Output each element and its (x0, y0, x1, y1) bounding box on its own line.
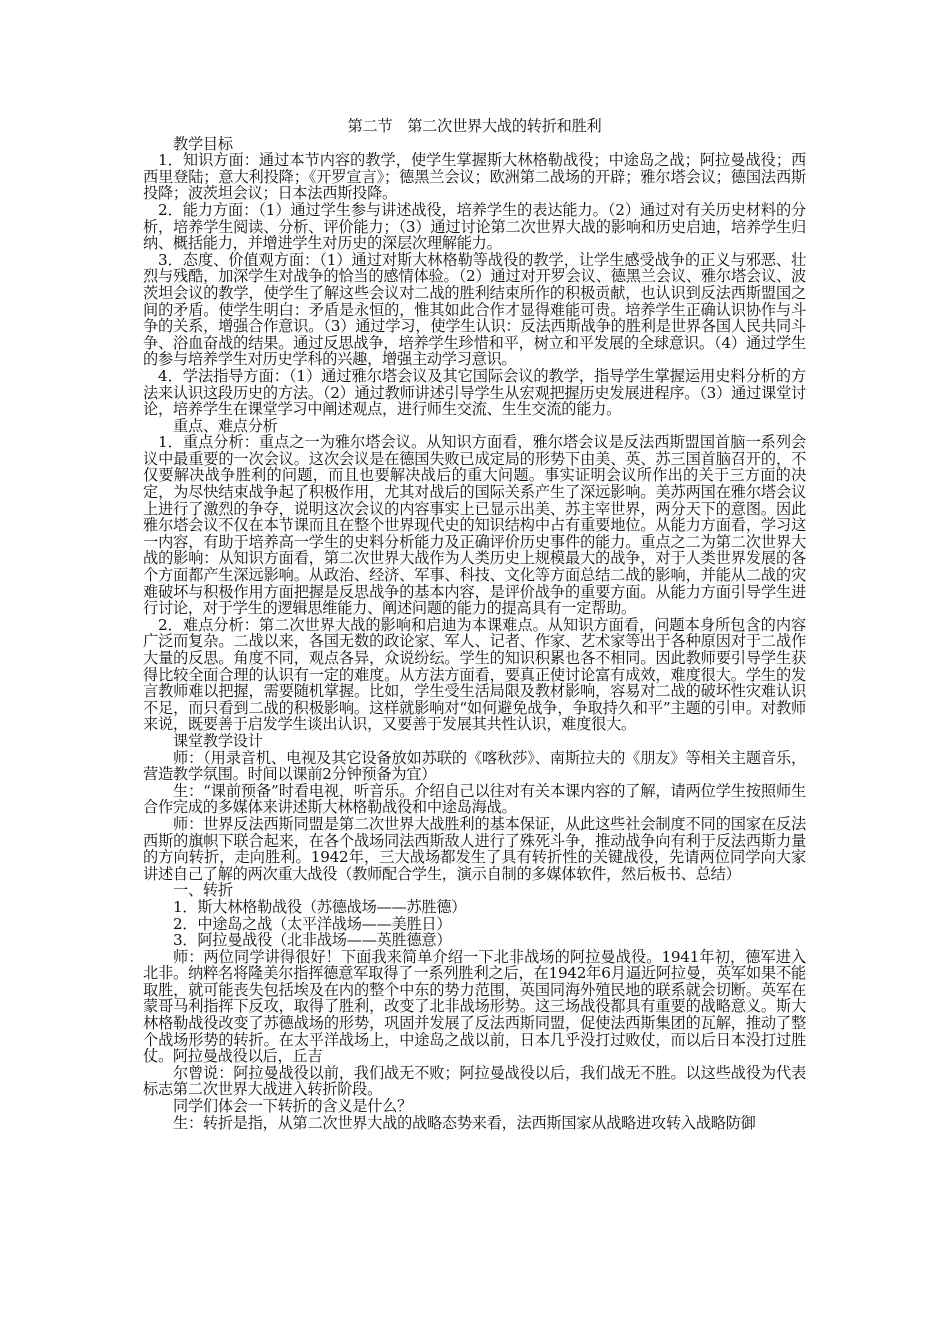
paragraph: 师：两位同学讲得很好！下面我来简单介绍一下北非战场的阿拉曼战役。1941年初，德军进入北非。纳粹名将隆美尔指挥德意军取得了一系列胜利之后，在1942年6月逼近阿拉曼，英军如果不能取胜，就可能丧失包括埃及在内的整个中东的势力范围，英国同海外殖民地的联系就会切断。英军在蒙哥马利指挥下反攻，取得了胜利，改变了北非战场形势。这三场战役都具有重要的战略意义。斯大林格勒战役改变了苏德战场的形势，巩固并发展了反法西斯同盟，促使法西斯集团的瓦解，推动了整个战场形势的转折。在太平洋战场上，中途岛之战以前，日本几乎没打过败仗，而以后日本没打过胜仗。阿拉曼战役以后，丘吉 (143, 947, 806, 1066)
paragraph: 1．斯大林格勒战役（苏德战场——苏胜德） (173, 897, 467, 916)
paragraph: 2．难点分析：第二次世界大战的影响和启迪为本课难点。从知识方面看，问题本身所包含的内容广泛而复杂。二战以来，各国无数的政论家、军人、记者、作家、艺术家等出于各种原因对于二战作大量的反思。角度不同，观点各异，众说纷纭。学生的知识积累也各不相同。因此教师要引导学生获得比较全面合理的认识有一定的难度。从方法方面看，要真正使讨论富有成效，难度很大。学生的发言教师难以把握，需要随机掌握。比如，学生受生活局限及教材影响，容易对二战的破坏性灾难认识不足，而只看到二战的积极影响。这样就影响对“如何避免战争，争取持久和平”主题的引申。对教师来说，既要善于启发学生谈出认识，又要善于发展其共性认识，难度很大。 (143, 615, 806, 734)
paragraph: 1．知识方面：通过本节内容的教学，使学生掌握斯大林格勒战役；中途岛之战；阿拉曼战役；西西里登陆；意大利投降；《开罗宣言》；德黑兰会议；欧洲第二战场的开辟；雅尔塔会议；德国法西斯投降；波茨坦会议；日本法西斯投降。 (143, 151, 806, 203)
paragraph: 教学目标 (173, 134, 233, 153)
paragraph: 3．阿拉曼战役（北非战场——英胜德意） (173, 931, 452, 950)
paragraph: 师：（用录音机、电视及其它设备放如苏联的《喀秋莎》、南斯拉夫的《朋友》等相关主题音乐，营造教学氛围。时间以课前2分钟预备为宜） (143, 748, 806, 784)
document-page (143, 118, 806, 1131)
paragraph: 2．能力方面：（1）通过学生参与讲述战役，培养学生的表达能力。（2）通过对有关历史材料的分析，培养学生阅读、分析、评价能力；（3）通过讨论第二次世界大战的影响和历史启迪，培养学生归纳、概括能力，并增进学生对历史的深层次理解能力。 (143, 200, 806, 253)
paragraph: 同学们体会一下转折的含义是什么？ (173, 1097, 412, 1116)
paragraph: 师：世界反法西斯同盟是第二次世界大战胜利的基本保证，从此这些社会制度不同的国家在反法西斯的旗帜下联合起来，在各个战场同法西斯敌人进行了殊死斗争，推动战争向有利于反法西斯力量的方向转折，走向胜利。1942年，三大战场都发生了具有转折性的关键战役，先请两位同学向大家讲述自己了解的两次重大战役（教师配合学生，演示自制的多媒体软件，然后板书、总结） (143, 814, 806, 883)
paragraph: 重点、难点分析 (173, 416, 278, 435)
paragraph: 生：转折是指，从第二次世界大战的战略态势来看，法西斯国家从战略进攻转入战略防御 (173, 1113, 756, 1132)
paragraph: 生：“课前预备”时看电视，听音乐。介绍自己以往对有关本课内容的了解，请两位学生按照师生合作完成的多媒体来讲述斯大林格勒战役和中途岛海战。 (143, 781, 806, 817)
paragraph: 课堂教学设计 (173, 731, 263, 750)
paragraph: 尔曾说：阿拉曼战役以前，我们战无不败；阿拉曼战役以后，我们战无不胜。以这些战役为代表标志第二次世界大战进入转折阶段。 (143, 1063, 806, 1099)
paragraph: 3．态度、价值观方面：（1）通过对斯大林格勒等战役的教学，让学生感受战争的正义与邪恶、壮烈与残酷，加深学生对战争的恰当的感情体验。（2）通过对开罗会议、德黑兰会议、雅尔塔会议、波茨坦会议的教学，使学生了解这些会议对二战的胜利结束所作的积极贡献，也认识到反法西斯盟国之间的矛盾。使学生明白：矛盾是永恒的，惟其如此合作才显得难能可贵。培养学生正确认识协作与斗争的关系，增强合作意识。（3）通过学习，使学生认识：反法西斯战争的胜利是世界各国人民共同斗争、浴血奋战的结果。通过反思战争，培养学生珍惜和平，树立和平发展的全球意识。（4）通过学生的参与培养学生对历史学科的兴趣，增强主动学习意识。 (143, 250, 806, 369)
paragraph: 4．学法指导方面：（1）通过雅尔塔会议及其它国际会议的教学，指导学生掌握运用史料分析的方法来认识这段历史的方法。（2）通过教师讲述引导学生从宏观把握历史发展进程序。（3）通过课堂讨论，培养学生在课堂学习中阐述观点，进行师生交流、生生交流的能力。 (143, 366, 806, 419)
paragraph: 一、转折 (173, 881, 233, 900)
paragraph: 1．重点分析：重点之一为雅尔塔会议。从知识方面看，雅尔塔会议是反法西斯盟国首脑一系列会议中最重要的一次会议。这次会议是在德国失败已成定局的形势下由美、英、苏三国首脑召开的，不仅要解决战争胜利的问题，而且也要解决战后的重大问题。事实证明会议所作出的关于三方面的决定，为尽快结束战争起了积极作用，尤其对战后的国际关系产生了深远影响。美苏两国在雅尔塔会议上进行了激烈的争夺，说明这次会议的内容事实上已显示出美、苏主宰世界，两分天下的意图。因此雅尔塔会议不仅在本节课而且在整个世界现代史的知识结构中占有重要地位。从能力方面看，学习这一内容，有助于培养高一学生的史料分析能力及正确评价历史事件的能力。重点之二为第二次世界大战的影响：从知识方面看，第二次世界大战作为人类历史上规模最大的战争，对于人类世界发展的各个方面都产生深远影响。从政治、经济、军事、科技、文化等方面总结二战的影响，并能从二战的灾难破坏与积极作用方面把握是反思战争的基本内容，是评价战争的重要方面。从能力方面引导学生进行讨论，对于学生的逻辑思维能力、阐述问题的能力的提高具有一定帮助。 (143, 433, 806, 618)
paragraph: 2．中途岛之战（太平洋战场——美胜日） (173, 914, 452, 933)
section-title: 第二节 第二次世界大战的转折和胜利 (347, 117, 602, 135)
